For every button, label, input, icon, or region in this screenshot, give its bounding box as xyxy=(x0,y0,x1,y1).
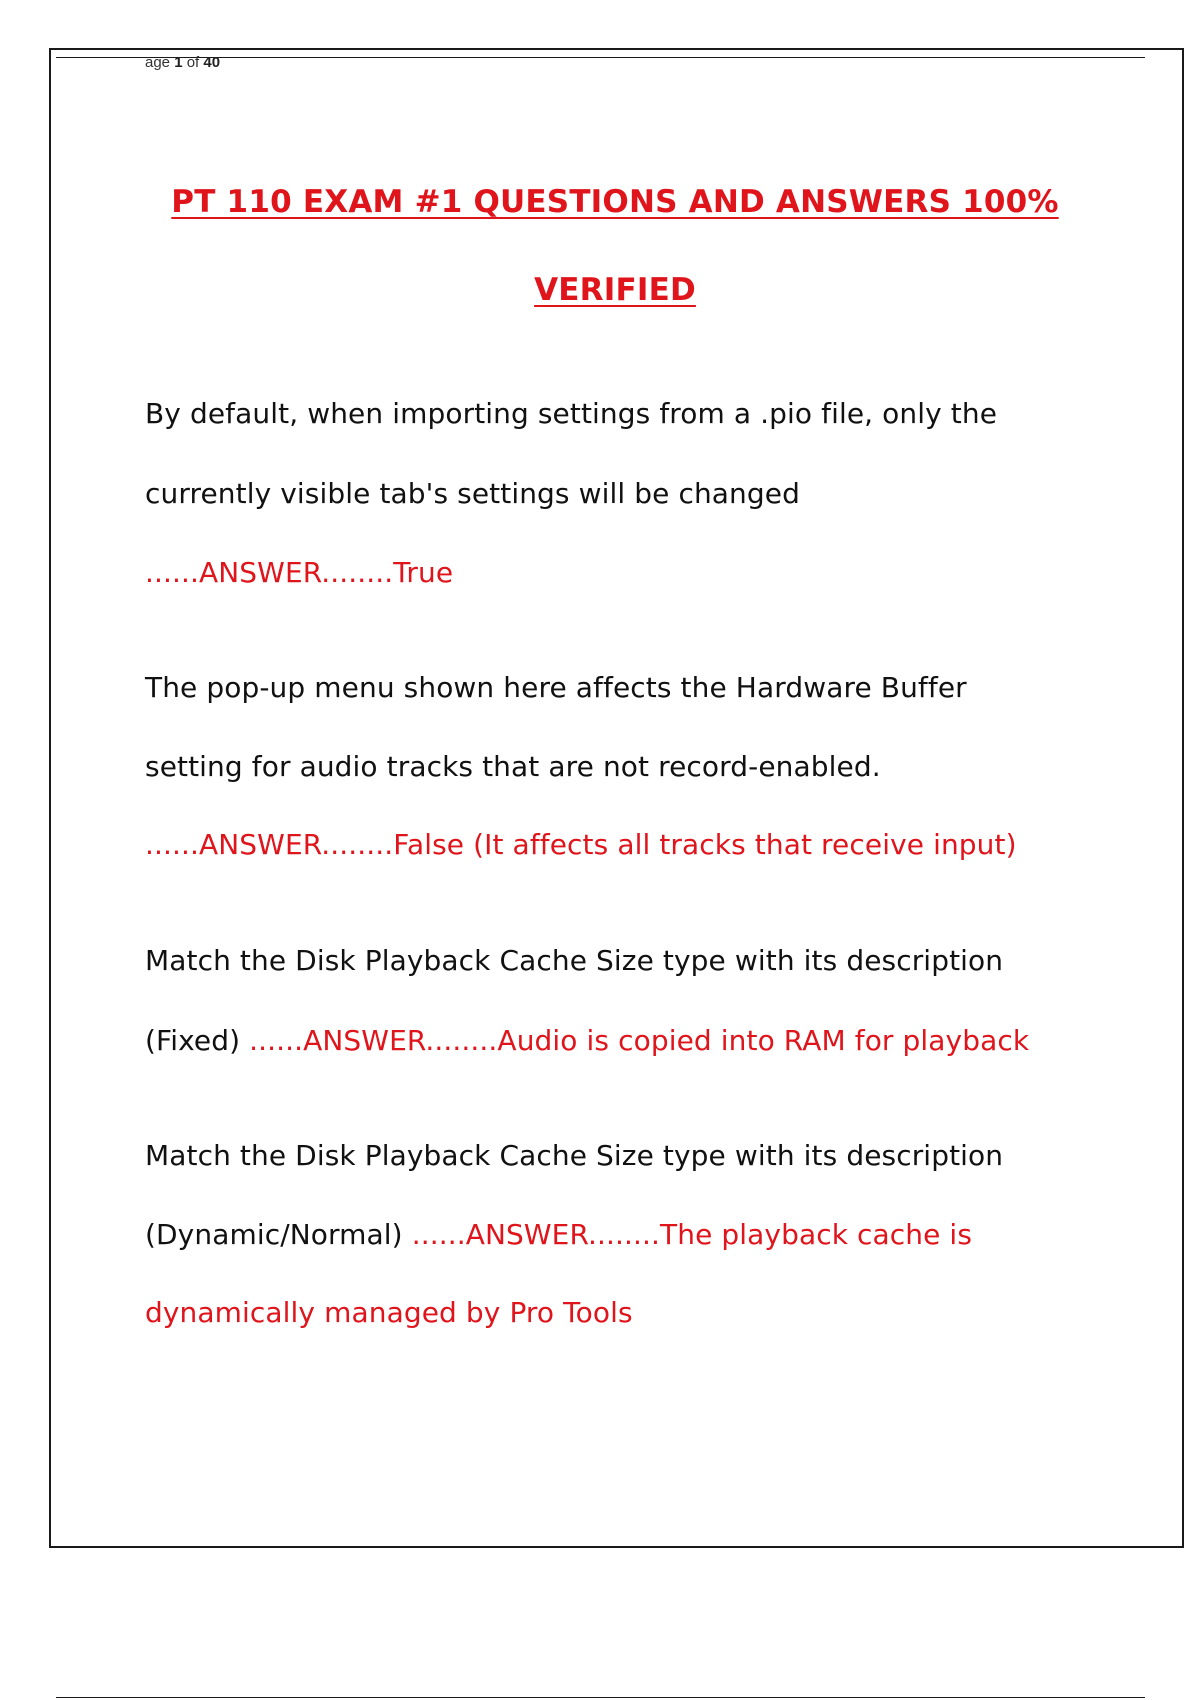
document-title-line-1: PT 110 EXAM #1 QUESTIONS AND ANSWERS 100% xyxy=(171,184,1059,220)
answer-3: ......ANSWER........Audio is copied into RAM for playback xyxy=(249,1024,1030,1057)
page-number xyxy=(145,54,220,72)
page-current: 1 xyxy=(174,54,183,71)
document-title-line-2: VERIFIED xyxy=(534,272,696,308)
question-1-line-2: currently visible tab's settings will be changed xyxy=(145,477,800,510)
question-1-line-1: By default, when importing settings from a .pio file, only the xyxy=(145,397,998,430)
question-4-line-2 xyxy=(145,1218,972,1251)
question-2-line-1: The pop-up menu shown here affects the Hardware Buffer xyxy=(145,671,967,704)
question-3-prefix: (Fixed) xyxy=(145,1024,241,1057)
answer-4-line-2: dynamically managed by Pro Tools xyxy=(145,1296,633,1329)
question-2-line-2: setting for audio tracks that are not record-enabled. xyxy=(145,750,881,783)
answer-4-line-1: ......ANSWER........The playback cache is xyxy=(411,1218,973,1251)
question-3-line-2 xyxy=(145,1024,1029,1057)
answer-2: ......ANSWER........False (It affects all tracks that receive input) xyxy=(145,828,1017,861)
page-of: of xyxy=(186,54,200,71)
question-4-line-1: Match the Disk Playback Cache Size type with its description xyxy=(145,1139,1004,1172)
footer-rule xyxy=(56,1697,1145,1698)
question-4-prefix: (Dynamic/Normal) xyxy=(145,1218,403,1251)
question-3-line-1: Match the Disk Playback Cache Size type with its description xyxy=(145,944,1004,977)
page-total: 40 xyxy=(203,54,221,71)
answer-1: ......ANSWER........True xyxy=(145,556,454,589)
page-prefix: age xyxy=(145,54,171,71)
